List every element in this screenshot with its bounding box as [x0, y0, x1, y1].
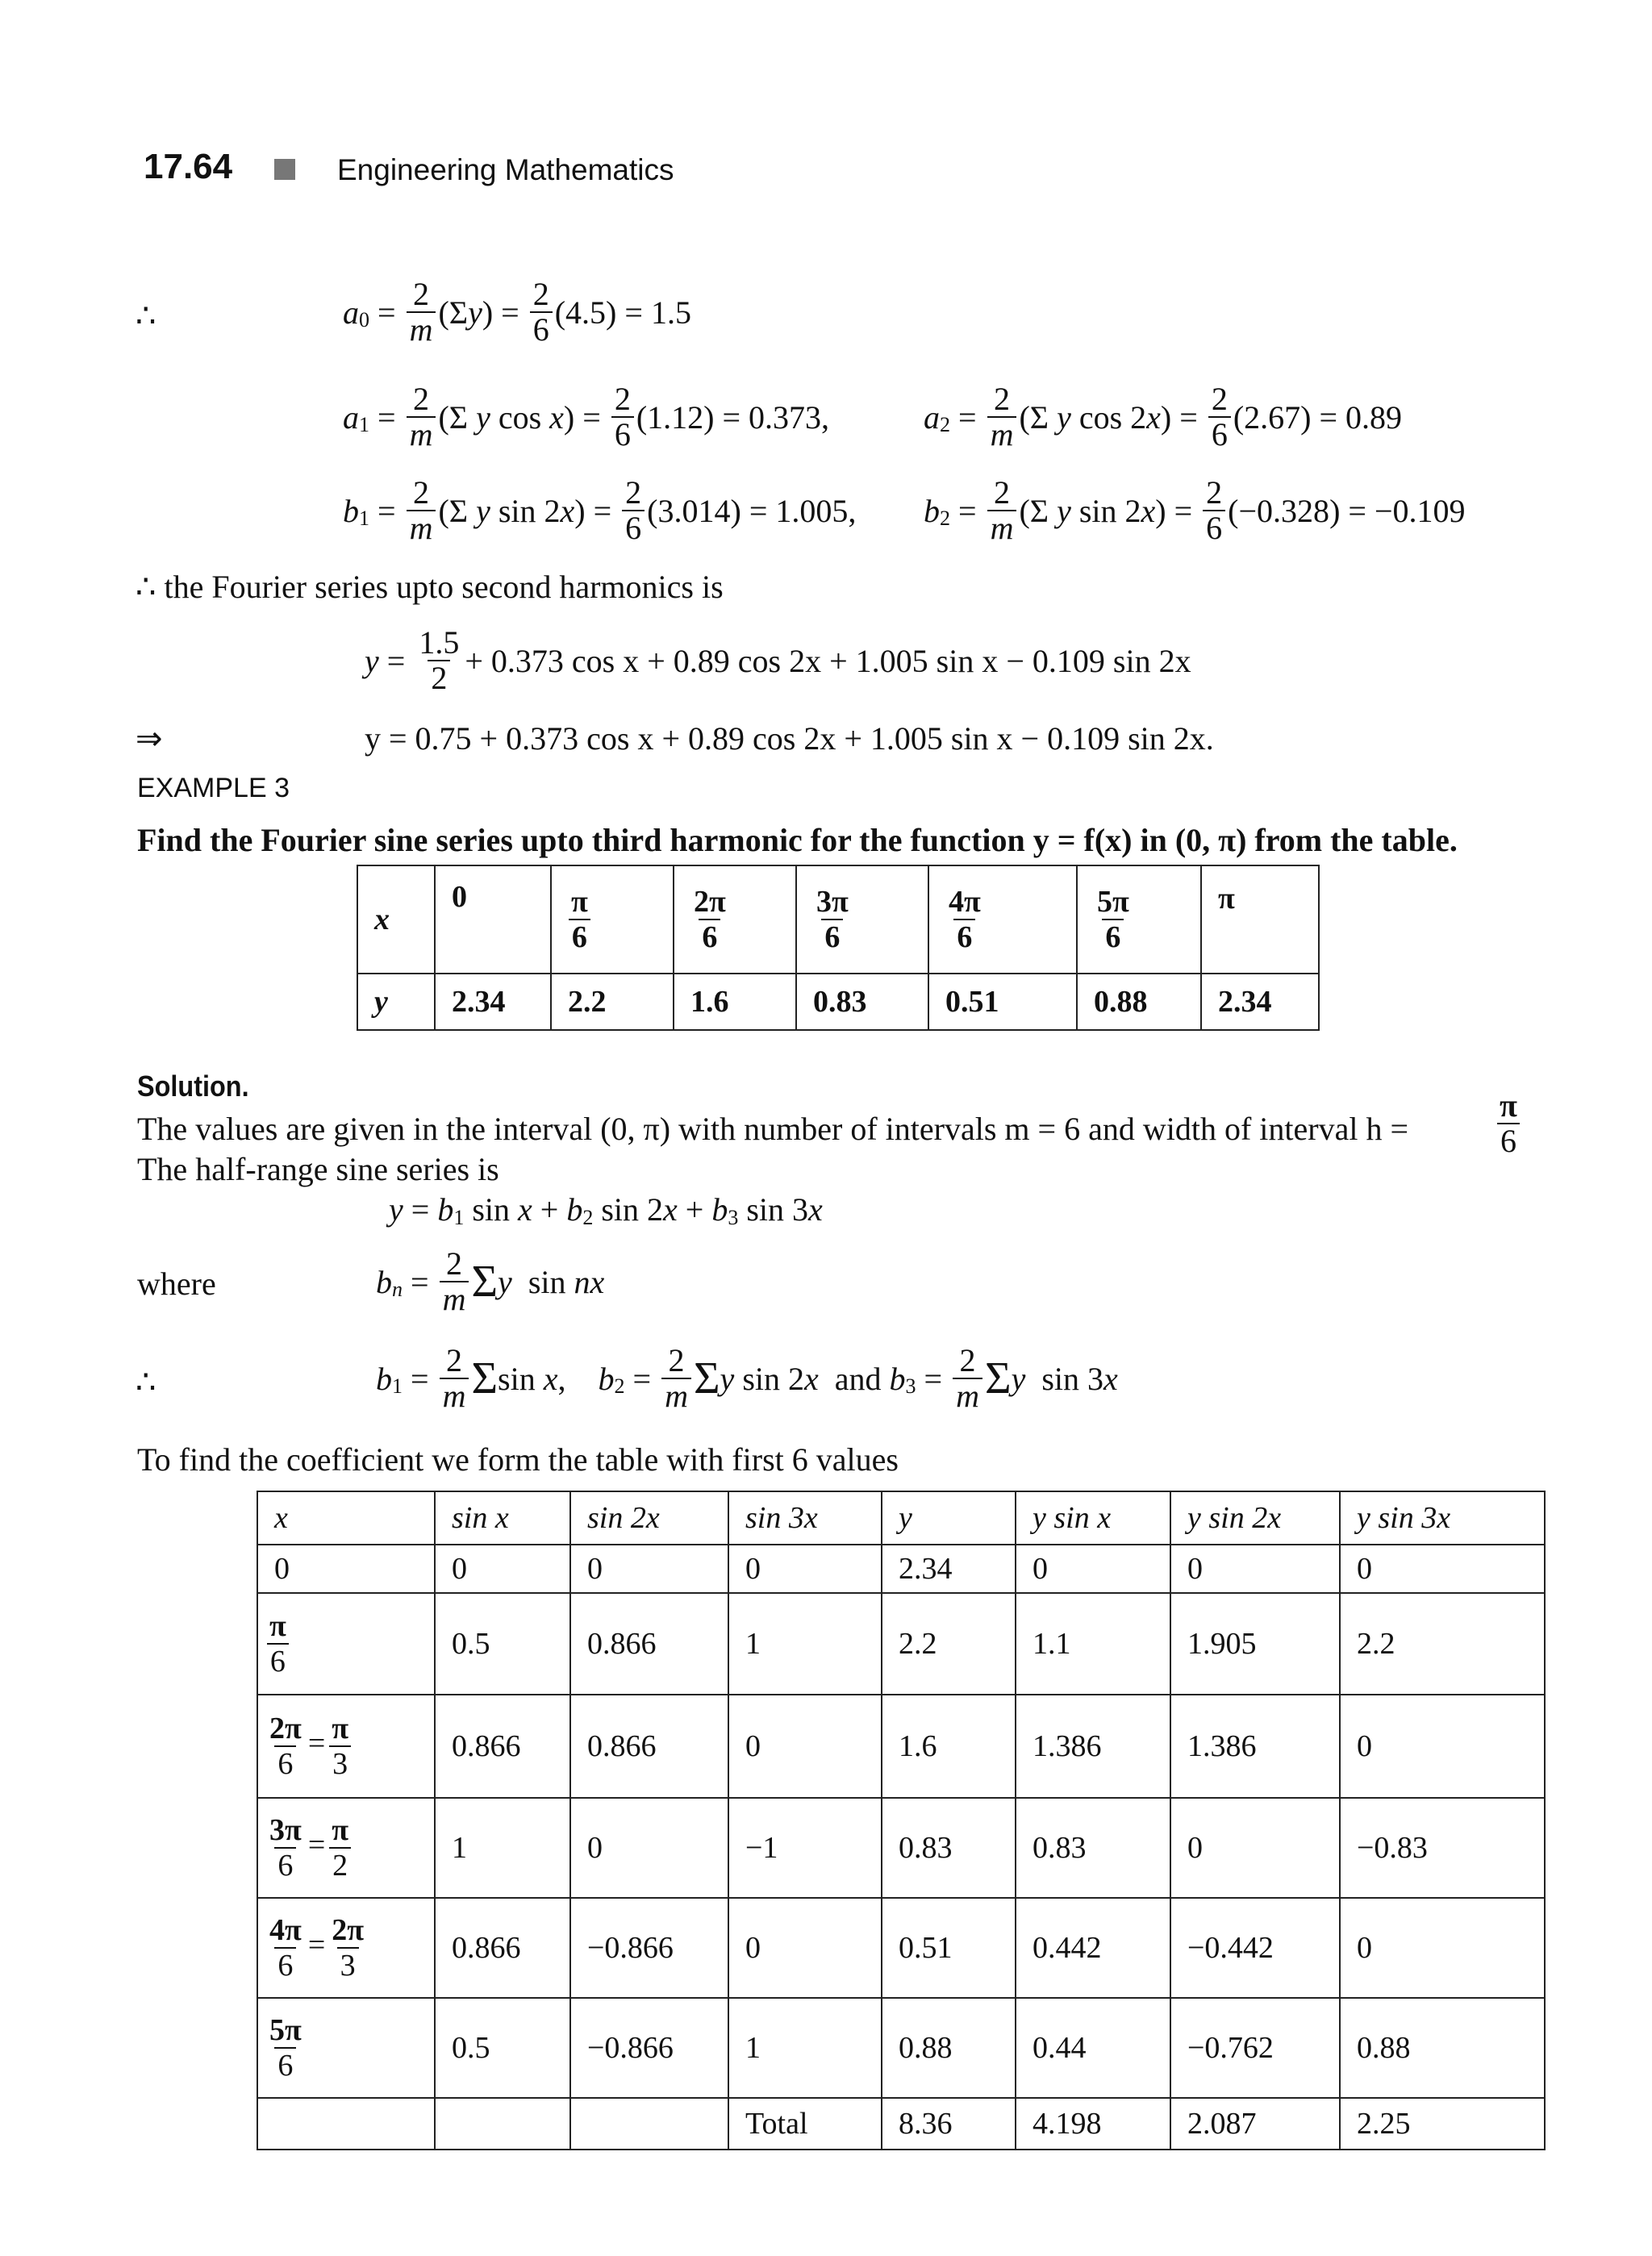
interval-width: π 6 [1494, 1089, 1523, 1158]
coef-table-cell: 1 [728, 1998, 882, 2098]
data-table-x-label: x [357, 865, 435, 974]
b1-result: 1.005, [775, 492, 857, 529]
x-value: π [1218, 882, 1235, 915]
coef-table-total-cell: 2.25 [1340, 2098, 1545, 2150]
solution-line-1: The values are given in the interval (0, π) with number of intervals m = 6 and width of interval h = [137, 1111, 1408, 1147]
bn-formula: b n = 2 m Σ y sin nx [376, 1245, 605, 1317]
data-table-y-cell: 2.2 [551, 974, 674, 1030]
data-table [357, 865, 1320, 1031]
x-denominator: 6 [569, 919, 590, 954]
coef-table-cell: 1.905 [1170, 1593, 1340, 1695]
coef-table-cell: −1 [728, 1798, 882, 1898]
where-label: where [137, 1266, 216, 1302]
coef-table-cell: 0.866 [570, 1695, 728, 1798]
data-table-y-cell: 0.83 [796, 974, 928, 1030]
coef-table-cell: 0 [1340, 1898, 1545, 1998]
coef-table-cell: 1.386 [1170, 1695, 1340, 1798]
coef-table-x-cell: $\frac{2\pi}{6}$ = $\frac{\pi}{3}$ [257, 1695, 435, 1798]
coef-table-cell: 0.83 [882, 1798, 1016, 1898]
b2-sum: −0.328 [1238, 492, 1330, 529]
coef-table-cell: 0 [1340, 1695, 1545, 1798]
a1-sum: 1.12 [647, 398, 704, 436]
b1-sum: 3.014 [657, 492, 731, 529]
coef-table-cell: −0.866 [570, 1998, 728, 2098]
x-numerator: 3π [816, 885, 849, 919]
coef-table-header-cell: y [882, 1491, 1016, 1545]
coef-table-cell: 0 [1170, 1798, 1340, 1898]
x-denominator: 6 [699, 919, 720, 954]
data-table-y-cell: 2.34 [1201, 974, 1319, 1030]
data-table-y-cell: 2.34 [435, 974, 551, 1030]
coef-table-cell: 0.5 [435, 1593, 570, 1695]
coef-table-cell: 0.44 [1016, 1998, 1170, 2098]
data-table-y-cell: 0.88 [1077, 974, 1201, 1030]
x-numerator: π [571, 885, 588, 919]
coef-table-cell: 0 [728, 1545, 882, 1593]
coef-table-cell: 0.88 [1340, 1998, 1545, 2098]
coef-table-header-cell: y sin 3x [1340, 1491, 1545, 1545]
coef-table-x-cell: $\frac{4\pi}{6}$ = $\frac{2\pi}{3}$ [257, 1898, 435, 1998]
coef-table-header-row [257, 1491, 1545, 1545]
coef-table-cell: 0 [1170, 1545, 1340, 1593]
data-table-x-row [357, 865, 1319, 974]
coef-table-cell: 1.6 [882, 1695, 1016, 1798]
data-table-x-cell [796, 865, 928, 974]
coef-table-cell: 0 [570, 1545, 728, 1593]
data-table-y-label: y [357, 974, 435, 1030]
x-numerator: 5π [1097, 885, 1129, 919]
data-table-y-cell: 0.51 [928, 974, 1077, 1030]
series-line-1-rest: + 0.373 cos x + 0.89 cos 2x + 1.005 sin x − 0.109 sin 2x [465, 642, 1191, 679]
example-label: EXAMPLE 3 [137, 773, 290, 803]
coef-table-cell: 0.51 [882, 1898, 1016, 1998]
coef-table-cell: 0 [1340, 1545, 1545, 1593]
coef-table-x-cell: $\frac{\pi}{6}$ [257, 1593, 435, 1695]
example-statement: Find the Fourier sine series upto third harmonic for the function y = f(x) in (0, π) from the table. [137, 822, 1458, 858]
data-table-x-cell [1077, 865, 1201, 974]
coef-table-row [257, 1898, 1545, 1998]
data-table-x-cell [928, 865, 1077, 974]
coef-table-cell: 0 [435, 1545, 570, 1593]
coef-table-cell: 1 [728, 1593, 882, 1695]
coef-table-cell: 2.2 [1340, 1593, 1545, 1695]
coef-table-cell: 0 [728, 1898, 882, 1998]
coef-table-cell: 0.866 [435, 1898, 570, 1998]
formula-a2: a 2 = 2 m (Σ y cos 2 x ) = 2 6 ( 2.67 ) = 0.89 [924, 381, 1403, 452]
coef-table-header-cell: x [257, 1491, 435, 1545]
coef-table-total-cell: 4.198 [1016, 2098, 1170, 2150]
x-denominator: 6 [821, 919, 843, 954]
formula-a0: a 0 = 2 m (Σ y ) = 2 6 ( 4.5 ) = 1.5 [343, 276, 691, 348]
coef-table-cell: −0.442 [1170, 1898, 1340, 1998]
coef-table-cell: −0.83 [1340, 1798, 1545, 1898]
coef-table-cell: 0.866 [435, 1695, 570, 1798]
coef-table-cell: 1.1 [1016, 1593, 1170, 1695]
b2-result: −0.109 [1374, 492, 1466, 529]
coef-table-cell: 2.2 [882, 1593, 1016, 1695]
series-line-2: y = 0.75 + 0.373 cos x + 0.89 cos 2x + 1.005 sin x − 0.109 sin 2x. [365, 720, 1214, 757]
data-table-x-cell [551, 865, 674, 974]
coef-table-header-cell: sin x [435, 1491, 570, 1545]
a1-result: 0.373, [749, 398, 830, 436]
half-range-series-formula: y = b 1 sin x + b 2 sin 2 x + b 3 sin 3 x [389, 1191, 823, 1229]
page-number: 17.64 [144, 147, 233, 186]
b-coefficients-formula: b 1 = 2 m Σ sin x , b 2 = 2 m Σ y sin 2 x and b 3 = 2 m Σ y sin 3 x [376, 1342, 1118, 1414]
coef-table-row [257, 1695, 1545, 1798]
coef-table-row [257, 1545, 1545, 1593]
coef-table-cell: −0.762 [1170, 1998, 1340, 2098]
solution-line-2: The half-range sine series is [137, 1151, 499, 1187]
a2-result: 0.89 [1345, 398, 1403, 436]
coef-table-header-cell: y sin 2x [1170, 1491, 1340, 1545]
coef-table-row [257, 1998, 1545, 2098]
data-table-x-cell [1201, 865, 1319, 974]
coef-table-header-cell: y sin x [1016, 1491, 1170, 1545]
formula-b2: b 2 = 2 m (Σ y sin 2 x ) = 2 6 ( −0.328 ) = −0.109 [924, 474, 1466, 546]
coef-table-header-cell: sin 2x [570, 1491, 728, 1545]
coef-table-cell: 0.442 [1016, 1898, 1170, 1998]
coef-table-total-cell: 8.36 [882, 2098, 1016, 2150]
coef-table-x-cell: $\frac{3\pi}{6}$ = $\frac{\pi}{2}$ [257, 1798, 435, 1898]
header-square-icon [274, 159, 295, 180]
series-line-1: y = 1.5 2 + 0.373 cos x + 0.89 cos 2x + 1.005 sin x − 0.109 sin 2x [365, 624, 1191, 696]
coefficient-table [257, 1491, 1546, 2150]
a0-result: 1.5 [650, 294, 691, 331]
coef-table-cell: 0 [728, 1695, 882, 1798]
coef-table-total-row [257, 2098, 1545, 2150]
x-denominator: 6 [953, 919, 975, 954]
data-table-x-cell [674, 865, 796, 974]
a2-sum: 2.67 [1244, 398, 1301, 436]
coef-table-cell: 0.88 [882, 1998, 1016, 2098]
coef-table-row [257, 1798, 1545, 1898]
a0-sum: 4.5 [565, 294, 607, 331]
therefore-symbol-2: ∴ [136, 1364, 156, 1400]
coef-table-cell: 2.34 [882, 1545, 1016, 1593]
coef-table-row [257, 1593, 1545, 1695]
data-table-x-cell [435, 865, 551, 974]
formula-b1: b 1 = 2 m (Σ y sin 2 x ) = 2 6 ( 3.014 ) = 1.005, [343, 474, 857, 546]
data-table-y-row [357, 974, 1319, 1030]
coef-table-cell: 1 [435, 1798, 570, 1898]
coef-table-cell: −0.866 [570, 1898, 728, 1998]
coef-table-total-cell: 2.087 [1170, 2098, 1340, 2150]
x-denominator: 6 [1102, 919, 1124, 954]
x-numerator: 2π [694, 885, 726, 919]
coef-table-cell: 0.866 [570, 1593, 728, 1695]
fourier-intro: ∴ the Fourier series upto second harmonics is [136, 569, 724, 605]
implies-symbol: ⇒ [136, 720, 163, 757]
coef-table-cell: 0 [1016, 1545, 1170, 1593]
data-table-y-cell: 1.6 [674, 974, 796, 1030]
solution-heading: Solution. [137, 1070, 249, 1103]
coef-table-x-cell: $\frac{5\pi}{6}$ [257, 1998, 435, 2098]
table-intro: To find the coefficient we form the table with first 6 values [137, 1441, 899, 1478]
coef-table-cell: 0.83 [1016, 1798, 1170, 1898]
book-title: Engineering Mathematics [337, 153, 674, 186]
coef-table-header-cell: sin 3x [728, 1491, 882, 1545]
formula-a1: a 1 = 2 m (Σ y cos x ) = 2 6 ( 1.12 ) = 0.373, [343, 381, 830, 452]
coef-table-cell: 0.5 [435, 1998, 570, 2098]
x-value: 0 [452, 880, 467, 914]
coef-table-total-label: Total [728, 2098, 882, 2150]
coef-table-x-cell: 0 [257, 1545, 435, 1593]
therefore-symbol-1: ∴ [136, 298, 156, 334]
coef-table-cell: 0 [570, 1798, 728, 1898]
coef-table-cell: 1.386 [1016, 1695, 1170, 1798]
x-numerator: 4π [949, 885, 981, 919]
